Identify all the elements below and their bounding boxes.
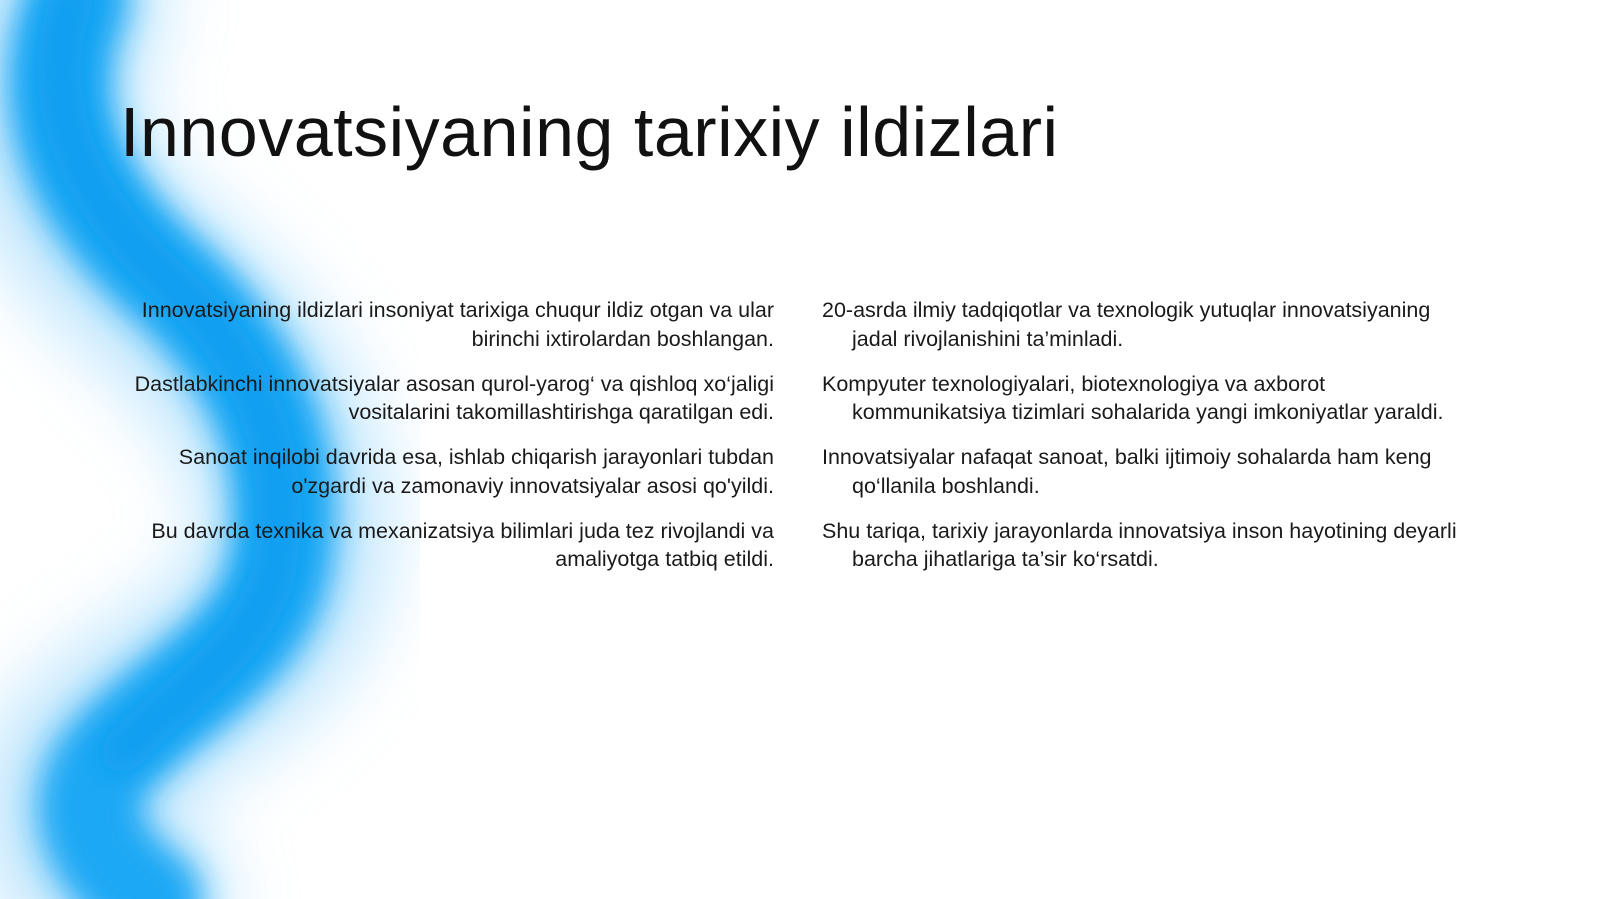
paragraph: Innovatsiyalar nafaqat sanoat, balki ijtimoiy sohalarda ham keng qo‘llanila boshlandi. <box>822 445 1432 498</box>
paragraph: Sanoat inqilobi davrida esa, ishlab chiqarish jarayonlari tubdan o'zgardi va zamonaviy innovatsiyalar asosi qo'yildi. <box>178 445 774 498</box>
paragraph: Bu davrda texnika va mexanizatsiya bilimlari juda tez rivojlandi va amaliyotga tatbiq etildi. <box>151 518 774 571</box>
paragraph: Dastlabkinchi innovatsiyalar asosan qurol-yarog‘ va qishloq xo‘jaligi vositalarini takomillashtirishga qaratilgan edi. <box>134 371 774 424</box>
slide-title: Innovatsiyaning tarixiy ildizlari <box>120 93 1059 171</box>
right-text-column <box>822 296 1470 590</box>
left-text-column <box>120 296 774 590</box>
paragraph: Innovatsiyaning ildizlari insoniyat tarixiga chuqur ildiz otgan va ular birinchi ixtirolardan boshlangan. <box>141 298 774 351</box>
paragraph: Kompyuter texnologiyalari, biotexnologiya va axborot kommunikatsiya tizimlari sohalarida yangi imkoniyatlar yaraldi. <box>822 371 1444 424</box>
paragraph: Shu tariqa, tarixiy jarayonlarda innovatsiya inson hayotining deyarli barcha jihatlariga ta’sir ko‘rsatdi. <box>822 518 1457 571</box>
paragraph: 20-asrda ilmiy tadqiqotlar va texnologik yutuqlar innovatsiyaning jadal rivojlanishini ta’minladi. <box>822 298 1431 351</box>
